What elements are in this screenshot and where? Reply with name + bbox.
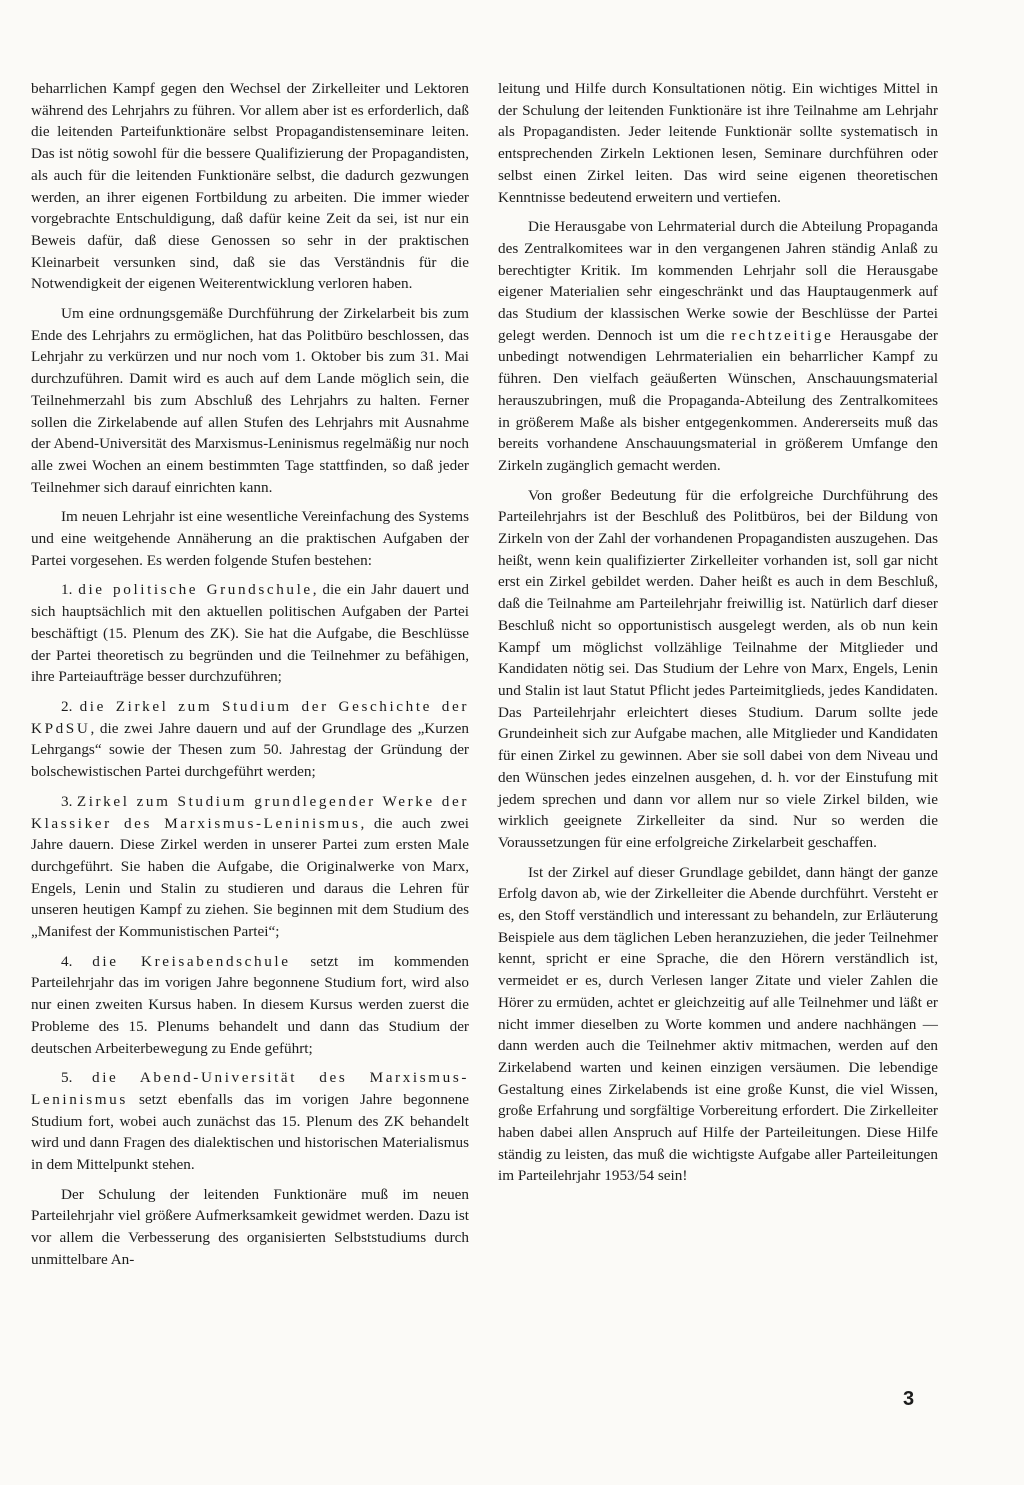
- spaced-term: die politische Grundschule: [78, 581, 313, 599]
- list-item-text: , die ein Jahr dauert und sich hauptsächlich mit den aktuellen politischen Aufgaben der Partei beschäftigt (15. Plenum des ZK). Sie hat die Aufgabe, die Beschlüsse der Partei theoretisch zu begründen und die Teilnehmer zu befähigen, ihre Parteiaufträge besser durchzuführen;: [31, 581, 470, 686]
- list-number: 2.: [61, 697, 73, 715]
- list-item-text: setzt ebenfalls das im vorigen Jahre begonnene Studium fort, wobei auch zunächst das 15. Plenum des ZK behandelt wird und dann Fragen des dialektischen und historischen Materialismus in dem Mittelpunkt stehen.: [31, 1090, 469, 1174]
- paragraph: Ist der Zirkel auf dieser Grundlage gebildet, dann hängt der ganze Erfolg davon ab, wie der Zirkelleiter die Abende durchführt. Versteht er es, den Stoff verständlich und interessant zu behandeln, zur Erläuterung Beispiele aus dem täglichen Leben heranzuziehen, die jeder Teilnehmer kennt, spricht er eine Sprache, die den Hörern verständlich ist, vermeidet er es, durch Verlesen langer Zitate und vieler Zahlen die Hörer zu ermüden, achtet er gleichzeitig auf alle Teilnehmer und läßt er nicht immer dieselben zu Worte kommen und andere nachhängen — dann werden auch die Teilnehmer aktiv mitmachen, werden auf den Zirkelabend warten und keinen einzigen versäumen. Die lebendige Gestaltung eines Zirkelabends ist eine große Kunst, die viel Wissen, große Erfahrung und sorgfältige Vorbereitung erfordert. Die Zirkelleiter haben dabei allen Anspruch auf Hilfe der Parteileitungen. Diese Hilfe ständig zu leisten, das muß die wichtigste Aufgabe aller Parteileitungen im Parteilehrjahr 1953/54 sein!: [498, 863, 938, 1185]
- list-item-5: [31, 1067, 469, 1176]
- spaced-term: Zirkel zum Studium grundlegender Werke der Klassiker des Marxismus-Leninismus: [31, 792, 469, 832]
- paragraph-text: Herausgabe der unbedingt notwendigen Lehrmaterialien ein beharrlicher Kampf zu führen. Den vielfach geäußerten Wünschen, Anschauungsmaterial herauszubringen, muß die Propaganda-Abteilung des Zentralkomitees in größerem Maße als bisher entgegenkommen. Andererseits muß das bereits vorhandene Anschauungsmaterial in größerem Umfange den Zirkeln zugänglich gemacht werden.: [498, 326, 938, 474]
- paragraph: leitung und Hilfe durch Konsultationen nötig. Ein wichtiges Mittel in der Schulung der leitenden Funktionäre ist ihre Teilnahme am Lehrjahr als Propagandisten. Jeder leitende Funktionär sollte systematisch in entsprechenden Zirkeln Lektionen lesen, Seminare durchführen oder selbst einen Zirkel leiten. Das wird seine eigenen theoretischen Kenntnisse bedeutend erweitern und vertiefen.: [498, 80, 938, 206]
- list-item-text: setzt im kommenden Parteilehrjahr das im vorigen Jahre begonnene Studium fort, wird also nur einen zweiten Kursus haben. In diesem Kursus werden zuerst die Probleme des 15. Plenums behandelt und dann das Studium der deutschen Arbeiterbewegung zu Ende geführt;: [31, 952, 469, 1057]
- list-number: 5.: [61, 1069, 73, 1087]
- paragraph-text: Die Herausgabe von Lehrmaterial durch die Abteilung Propaganda des Zentralkomitees war in den vergangenen Jahren ständig Anlaß zu berechtigter Kritik. Im kommenden Lehrjahr soll die Herausgabe eigener Materialien sehr eingeschränkt und das Hauptaugenmerk auf das Studium der klassischen Werke sowie der Beschlüsse der Partei gelegt werden. Dennoch ist um die: [498, 218, 938, 344]
- spaced-term: die Kreisabendschule: [92, 952, 291, 970]
- list-item-4: [31, 951, 469, 1060]
- list-item-text: , die zwei Jahre dauern und auf der Grundlage des „Kurzen Lehrgangs“ sowie der Thesen zum 50. Jahrestag der Gründung der bolschewistischen Partei durchgeführt werden;: [31, 719, 469, 781]
- left-column: [31, 78, 469, 1279]
- paragraph: Um eine ordnungsgemäße Durchführung der Zirkelarbeit bis zum Ende des Lehrjahrs zu ermöglichen, hat das Politbüro beschlossen, das Lehrjahr zu verkürzen und nur noch vom 1. Oktober bis zum 31. Mai durchzuführen. Damit wird es auch auf dem Lande möglich sein, die Teilnehmerzahl bis zum Abschluß des Lehrjahrs zu halten. Ferner sollen die Zirkelabende auf allen Stufen des Lehrjahrs mit Ausnahme der Abend-Universität des Marxismus-Leninismus regelmäßig nur noch alle zwei Wochen an einem bestimmten Tage stattfinden, so daß jeder Teilnehmer sich darauf einrichten kann.: [31, 305, 469, 496]
- list-item-3: [31, 791, 469, 943]
- paragraph: beharrlichen Kampf gegen den Wechsel der Zirkelleiter und Lektoren während des Lehrjahrs zu führen. Vor allem aber ist es erforderlich, daß die leitenden Parteifunktionäre selbst Propagandistenseminare leiten. Das ist nötig sowohl für die bessere Qualifizierung der Propagandisten, als auch für die leitenden Funktionäre selbst, die dadurch gezwungen werden, an ihrer eigenen Fortbildung zu arbeiten. Die immer wieder vorgebrachte Entschuldigung, daß dafür keine Zeit da sei, ist nur ein Beweis dafür, daß diese Genossen so sehr in der praktischen Kleinarbeit versunken sind, daß sie das Verständnis für die Notwendigkeit der eigenen Weiterentwicklung verloren haben.: [31, 80, 469, 293]
- right-column: [498, 78, 938, 1195]
- list-number: 4.: [61, 952, 73, 970]
- spaced-term: die Abend-Universität des Marxismus-Leninismus: [31, 1069, 469, 1108]
- spaced-term: die Zirkel zum Studium der Geschichte der KPdSU: [31, 697, 469, 737]
- list-number: 1.: [61, 581, 73, 599]
- list-item-1: [31, 579, 469, 688]
- list-number: 3.: [61, 792, 73, 810]
- paragraph: Von großer Bedeutung für die erfolgreiche Durchführung des Parteilehrjahrs ist der Beschluß des Politbüros, bei der Bildung von Zirkeln von der Zahl der vorhandenen Propagandisten auszugehen. Das heißt, wenn kein qualifizierter Zirkelleiter vorhanden ist, soll gar nicht erst ein Zirkel gebildet werden. Daher heißt es auch in dem Beschluß, daß die Teilnahme am Parteilehrjahr freiwillig ist. Natürlich darf dieser Beschluß nicht so opportunistisch ausgelegt werden, als ob nun kein Kampf um möglichst vollzählige Teilnahme der Mitglieder und Kandidaten nötig sei. Das Studium der Lehre von Marx, Engels, Lenin und Stalin ist laut Statut Pflicht jedes Parteimitglieds, jedes Kandidaten. Das Parteilehrjahr erleichtert dieses Studium. Darum sollte jede Grundeinheit sich zur Aufgabe machen, alle Mitglieder und Kandidaten für einen Zirkel zu gewinnen. Aber sie soll dabei von dem Niveau und den Wünschen jedes einzelnen ausgehen, d. h. vor der Einstufung mit jedem sprechen und dann vor allem nur so viele Zirkel bilden, wie wirklich geeignete Zirkelleiter da sind. Nur so werden die Voraussetzungen für eine erfolgreiche Zirkelarbeit geschaffen.: [498, 486, 938, 851]
- paragraph: Im neuen Lehrjahr ist eine wesentliche Vereinfachung des Systems und eine weitgehende Annäherung an die praktischen Aufgaben der Partei vorgesehen. Es werden folgende Stufen bestehen:: [31, 508, 469, 569]
- paragraph: [498, 216, 938, 476]
- list-item-2: [31, 696, 469, 783]
- list-item-text: , die auch zwei Jahre dauern. Diese Zirkel werden in unserer Partei zum ersten Male durchgeführt. Sie haben die Aufgabe, die Originalwerke von Marx, Engels, Lenin und Stalin zu studieren und daraus die Lehren für unseren heutigen Kampf zu ziehen. Sie beginnen mit dem Studium des „Manifest der Kommunistischen Partei“;: [31, 814, 469, 941]
- paragraph: Der Schulung der leitenden Funktionäre muß im neuen Parteilehrjahr viel größere Aufmerksamkeit gewidmet werden. Dazu ist vor allem die Verbesserung des organisierten Selbststudiums durch unmittelbare An-: [31, 1185, 469, 1268]
- spaced-term: rechtzeitige: [731, 326, 834, 344]
- page-number: 3: [903, 1388, 915, 1410]
